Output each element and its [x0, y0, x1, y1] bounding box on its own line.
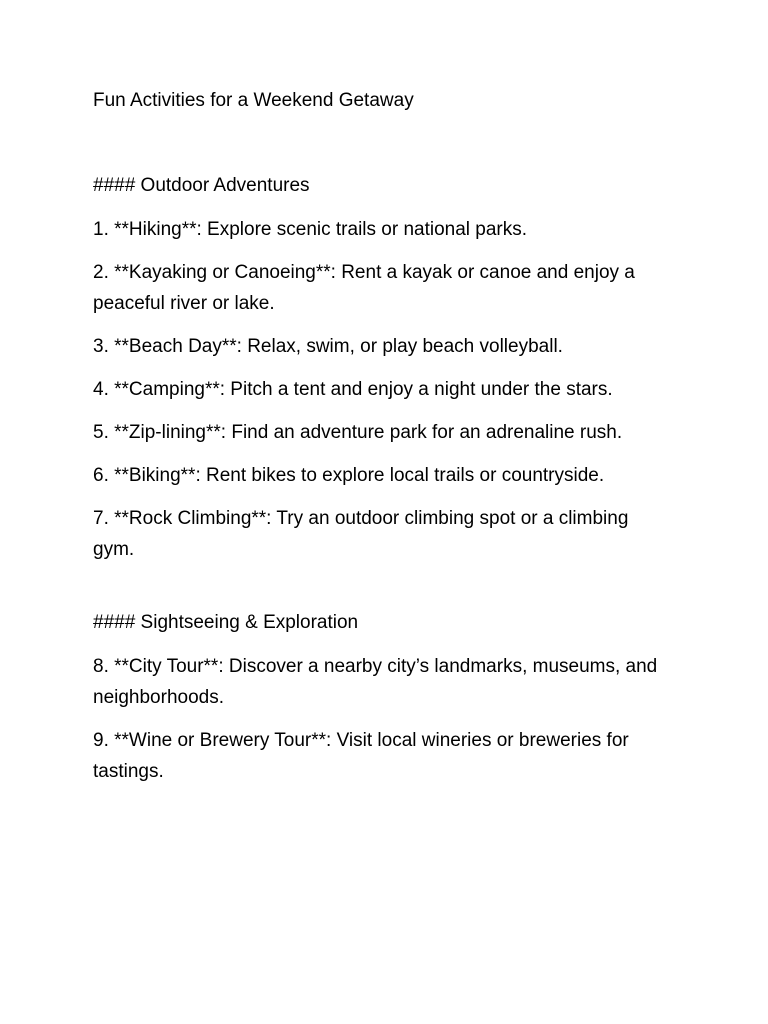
document-title: Fun Activities for a Weekend Getaway [93, 90, 414, 111]
section-spacer [93, 577, 673, 610]
list-item: 2. **Kayaking or Canoeing**: Rent a kayak or canoe and enjoy a peaceful river or lake. [93, 262, 635, 314]
list-item: 1. **Hiking**: Explore scenic trails or national parks. [93, 219, 528, 240]
list-item: 6. **Biking**: Rent bikes to explore local trails or countryside. [93, 465, 605, 486]
list-item: 5. **Zip-lining**: Find an adventure park for an adrenaline rush. [93, 422, 623, 443]
section-heading-outdoor: #### Outdoor Adventures [93, 175, 310, 196]
section-heading-sightseeing: #### Sightseeing & Exploration [93, 612, 359, 633]
list-item: 4. **Camping**: Pitch a tent and enjoy a night under the stars. [93, 379, 613, 400]
list-item: 9. **Wine or Brewery Tour**: Visit local wineries or breweries for tastings. [93, 730, 629, 782]
list-item: 7. **Rock Climbing**: Try an outdoor climbing spot or a climbing gym. [93, 508, 629, 560]
list-item: 3. **Beach Day**: Relax, swim, or play beach volleyball. [93, 336, 563, 357]
list-item: 8. **City Tour**: Discover a nearby city’s landmarks, museums, and neighborhoods. [93, 656, 658, 708]
document-page [93, 88, 673, 799]
